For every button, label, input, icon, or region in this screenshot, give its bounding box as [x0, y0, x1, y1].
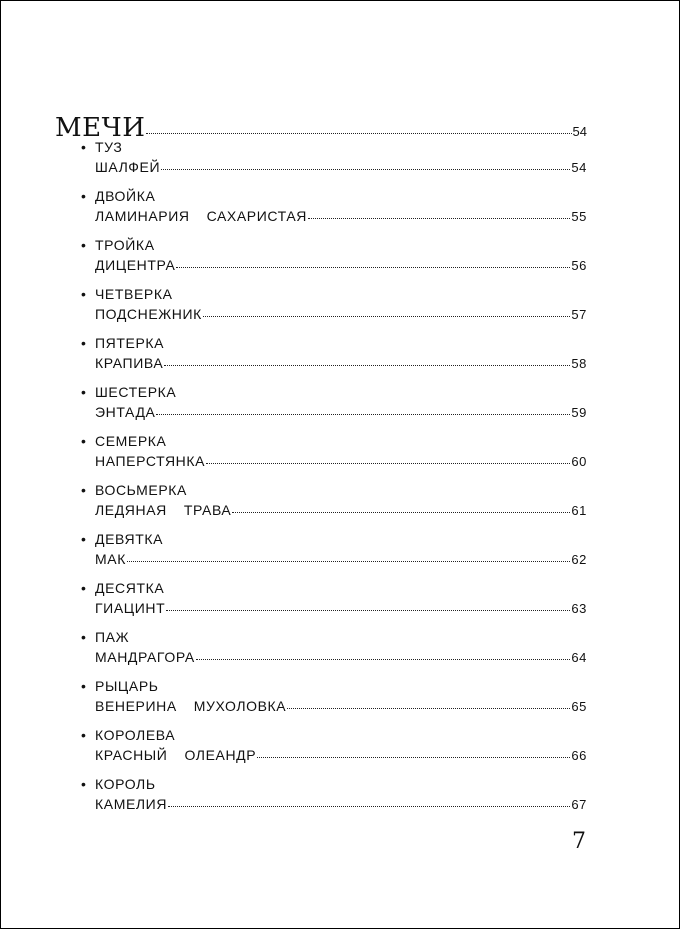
- toc-card-name: ТУЗ: [95, 139, 123, 155]
- toc-card-name: КОРОЛЕВА: [95, 727, 176, 743]
- dot-leader: [196, 659, 571, 660]
- toc-card-name: РЫЦАРЬ: [95, 678, 159, 694]
- dot-leader: [146, 133, 571, 134]
- toc-plant-name: МАК: [95, 551, 126, 567]
- toc-page-number: 62: [571, 552, 587, 567]
- toc-card-row: [81, 286, 173, 302]
- bullet-mark: •: [81, 678, 87, 694]
- bullet-mark: •: [81, 629, 87, 645]
- dot-leader: [203, 316, 570, 317]
- toc-card-name: ШЕСТЕРКА: [95, 384, 177, 400]
- toc-page-number: 63: [571, 601, 587, 616]
- dot-leader: [164, 365, 570, 366]
- section-title: МЕЧИ: [55, 113, 146, 143]
- bullet-mark: •: [81, 139, 87, 155]
- toc-plant-row: [95, 796, 587, 812]
- toc-page-number: 55: [571, 209, 587, 224]
- toc-plant-row: [95, 355, 587, 371]
- toc-plant-row: [95, 747, 587, 763]
- bullet-mark: •: [81, 433, 87, 449]
- toc-card-row: [81, 482, 187, 498]
- dot-leader: [176, 267, 570, 268]
- toc-card-row: [81, 433, 166, 449]
- toc-card-row: [81, 237, 155, 253]
- toc-card-row: [81, 188, 155, 204]
- toc-card-row: [81, 776, 156, 792]
- dot-leader: [127, 561, 570, 562]
- toc-plant-name: ЛАМИНАРИЯ САХАРИСТАЯ: [95, 208, 307, 224]
- bullet-mark: •: [81, 727, 87, 743]
- bullet-mark: •: [81, 237, 87, 253]
- toc-plant-name: ГИАЦИНТ: [95, 600, 166, 616]
- toc-card-row: [81, 678, 159, 694]
- bullet-mark: •: [81, 482, 87, 498]
- toc-plant-row: [95, 404, 587, 420]
- dot-leader: [168, 806, 570, 807]
- bullet-mark: •: [81, 188, 87, 204]
- toc-plant-name: КАМЕЛИЯ: [95, 796, 168, 812]
- toc-plant-name: ПОДСНЕЖНИК: [95, 306, 202, 322]
- toc-plant-name: НАПЕРСТЯНКА: [95, 453, 206, 469]
- folio-page-number: 7: [572, 829, 586, 854]
- toc-plant-name: ЭНТАДА: [95, 404, 156, 420]
- toc-page-number: 67: [571, 797, 587, 812]
- toc-page-number: 58: [571, 356, 587, 371]
- dot-leader: [287, 708, 570, 709]
- bullet-mark: •: [81, 335, 87, 351]
- toc-page-number: 65: [571, 699, 587, 714]
- toc-plant-row: [95, 698, 587, 714]
- toc-plant-row: [95, 159, 587, 175]
- toc-page-number: 54: [571, 160, 587, 175]
- toc-page-number: 60: [571, 454, 587, 469]
- toc-card-row: [81, 580, 164, 596]
- toc-card-name: ДВОЙКА: [95, 188, 156, 204]
- toc-card-name: КОРОЛЬ: [95, 776, 156, 792]
- toc-card-name: ТРОЙКА: [95, 237, 155, 253]
- toc-card-row: [81, 531, 163, 547]
- toc-plant-name: КРАСНЫЙ ОЛЕАНДР: [95, 747, 257, 763]
- toc-plant-name: ВЕНЕРИНА МУХОЛОВКА: [95, 698, 287, 714]
- toc-plant-row: [95, 551, 587, 567]
- bullet-mark: •: [81, 531, 87, 547]
- toc-card-name: ДЕСЯТКА: [95, 580, 165, 596]
- toc-plant-name: ШАЛФЕЙ: [95, 159, 161, 175]
- toc-plant-row: [95, 306, 587, 322]
- dot-leader: [308, 218, 570, 219]
- bullet-mark: •: [81, 776, 87, 792]
- toc-card-name: СЕМЕРКА: [95, 433, 167, 449]
- toc-card-row: [81, 629, 129, 645]
- toc-card-name: ПАЖ: [95, 629, 130, 645]
- dot-leader: [206, 463, 570, 464]
- toc-page-number: 57: [571, 307, 587, 322]
- section-page-number: 54: [572, 124, 587, 139]
- toc-plant-row: [95, 453, 587, 469]
- toc-plant-row: [95, 502, 587, 518]
- toc-plant-name: КРАПИВА: [95, 355, 164, 371]
- toc-plant-row: [95, 649, 587, 665]
- toc-page-number: 64: [571, 650, 587, 665]
- bullet-mark: •: [81, 286, 87, 302]
- toc-card-row: [81, 727, 175, 743]
- toc-page-number: 66: [571, 748, 587, 763]
- toc-card-row: [81, 384, 176, 400]
- toc-card-name: ДЕВЯТКА: [95, 531, 164, 547]
- toc-plant-row: [95, 257, 587, 273]
- dot-leader: [161, 169, 570, 170]
- toc-plant-name: ЛЕДЯНАЯ ТРАВА: [95, 502, 232, 518]
- toc-plant-row: [95, 600, 587, 616]
- bullet-mark: •: [81, 384, 87, 400]
- dot-leader: [232, 512, 570, 513]
- toc-page-number: 61: [571, 503, 587, 518]
- section-heading-row: [55, 113, 587, 143]
- bullet-mark: •: [81, 580, 87, 596]
- toc-page-number: 56: [571, 258, 587, 273]
- toc-card-name: ПЯТЕРКА: [95, 335, 165, 351]
- dot-leader: [166, 610, 570, 611]
- toc-card-name: ВОСЬМЕРКА: [95, 482, 187, 498]
- toc-page-number: 59: [571, 405, 587, 420]
- toc-card-name: ЧЕТВЕРКА: [95, 286, 173, 302]
- toc-card-row: [81, 335, 164, 351]
- toc-card-row: [81, 139, 122, 155]
- toc-plant-name: ДИЦЕНТРА: [95, 257, 176, 273]
- toc-plant-row: [95, 208, 587, 224]
- dot-leader: [257, 757, 570, 758]
- dot-leader: [156, 414, 570, 415]
- toc-plant-name: МАНДРАГОРА: [95, 649, 195, 665]
